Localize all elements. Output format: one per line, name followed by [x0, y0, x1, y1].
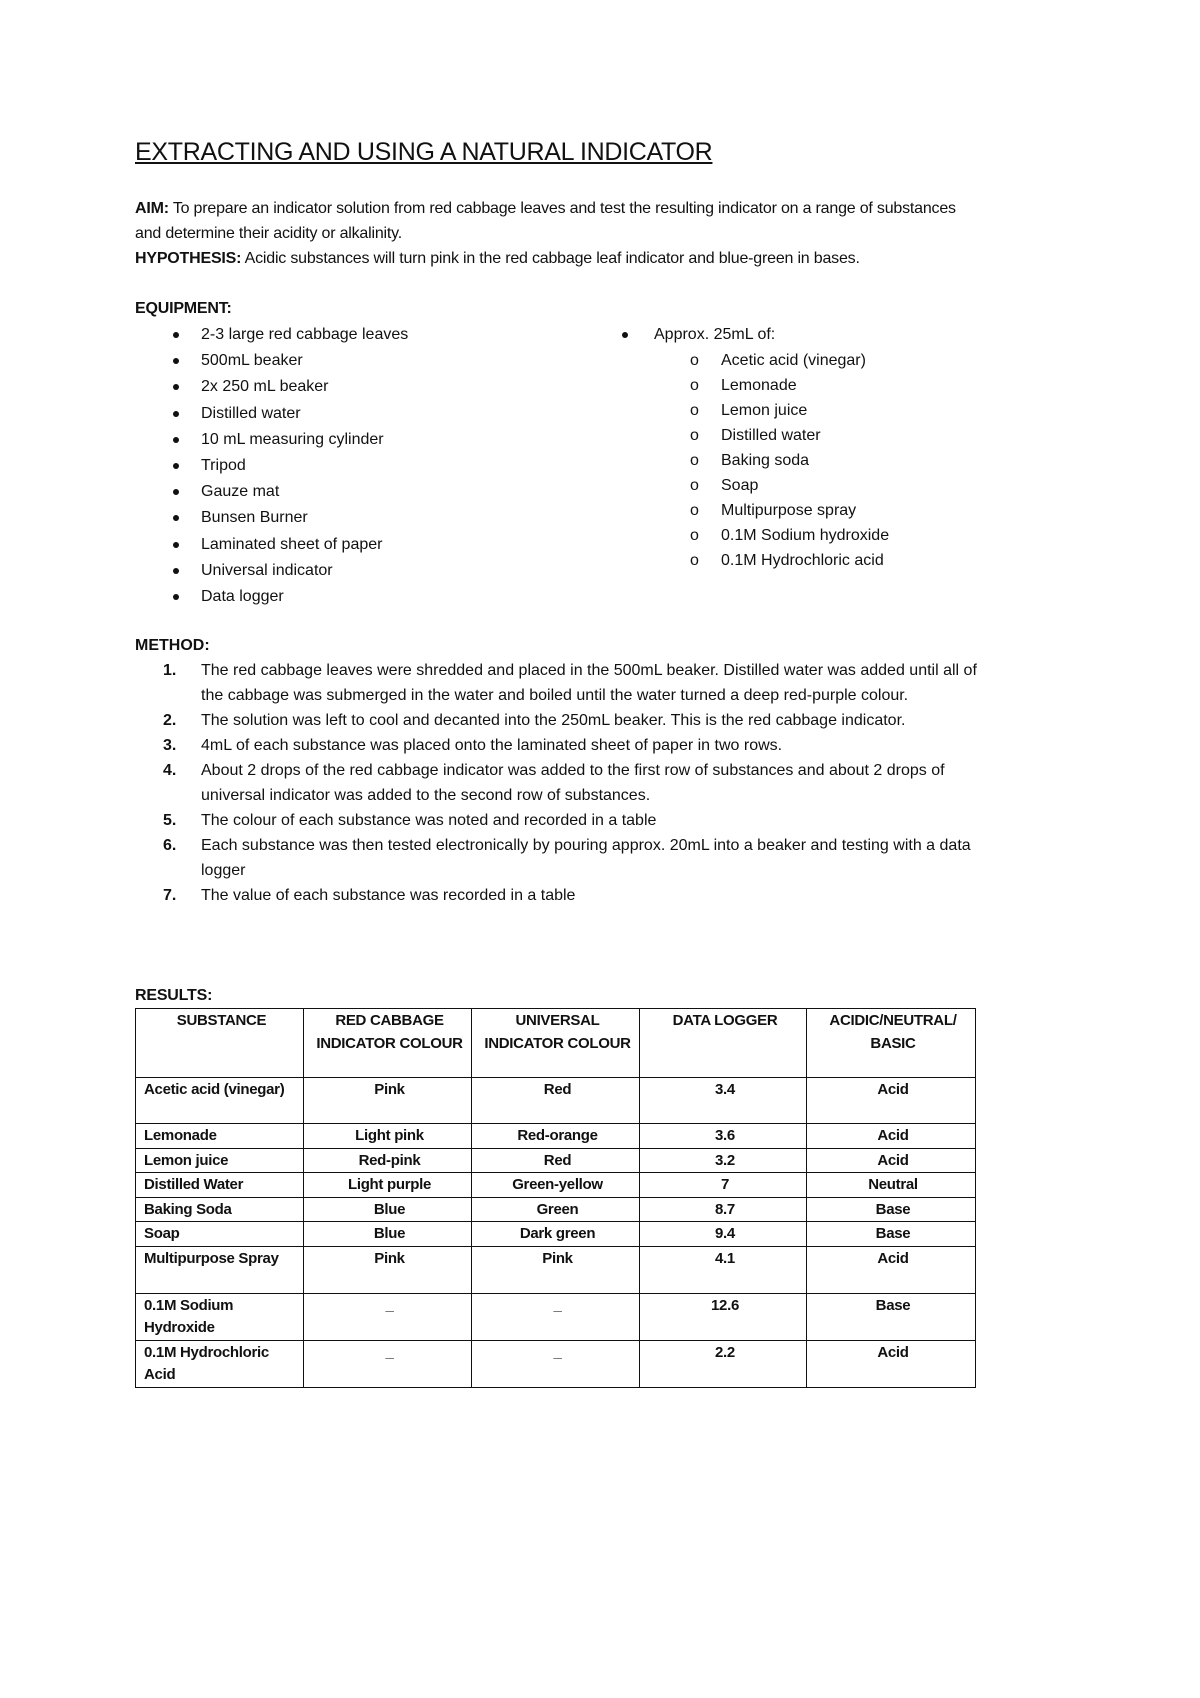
- step-text: 4mL of each substance was placed onto the laminated sheet of paper in two rows.: [201, 737, 783, 754]
- column-header: SUBSTANCE: [136, 1009, 304, 1078]
- list-item-text: 2-3 large red cabbage leaves: [201, 326, 409, 343]
- sub-bullet-icon: o: [690, 427, 699, 444]
- step-number: 6.: [163, 837, 177, 854]
- hypothesis-paragraph: [135, 246, 985, 271]
- table-cell: Acid: [807, 1148, 976, 1173]
- table-cell: Red-orange: [472, 1124, 640, 1149]
- table-cell: 8.7: [640, 1197, 807, 1222]
- bullet-icon: [173, 332, 179, 338]
- step-text: The solution was left to cool and decanted into the 250mL beaker. This is the red cabbage indicator.: [201, 712, 906, 729]
- sub-bullet-icon: o: [690, 377, 699, 394]
- list-item: [619, 498, 889, 523]
- column-header: ACIDIC/NEUTRAL/ BASIC: [807, 1009, 976, 1078]
- table-cell: Light pink: [304, 1124, 472, 1149]
- table-cell: _: [472, 1340, 640, 1387]
- list-item: [170, 322, 408, 348]
- equipment-list-left: [170, 322, 408, 610]
- table-row: [136, 1148, 976, 1173]
- table-row: [136, 1222, 976, 1247]
- table-cell: Blue: [304, 1197, 472, 1222]
- table-cell: Pink: [304, 1246, 472, 1293]
- sub-bullet-icon: o: [690, 527, 699, 544]
- column-header: DATA LOGGER: [640, 1009, 807, 1078]
- table-cell: Red-pink: [304, 1148, 472, 1173]
- bullet-icon: [173, 384, 179, 390]
- table-cell: Baking Soda: [136, 1197, 304, 1222]
- aim-text: To prepare an indicator solution from red cabbage leaves and test the resulting indicator on a range of substances and determine their acidity or alkalinity.: [135, 200, 956, 242]
- list-item: [170, 558, 408, 584]
- results-heading: RESULTS:: [135, 987, 213, 1004]
- table-cell: Acid: [807, 1078, 976, 1124]
- table-cell: 2.2: [640, 1340, 807, 1387]
- list-item-text: Multipurpose spray: [721, 502, 857, 519]
- list-item: [619, 423, 889, 448]
- results-table: [135, 1008, 976, 1388]
- equipment-list-right: [619, 322, 889, 573]
- table-cell: Pink: [472, 1246, 640, 1293]
- table-cell: Pink: [304, 1078, 472, 1124]
- table-row: [136, 1078, 976, 1124]
- table-cell: Green-yellow: [472, 1173, 640, 1198]
- list-item: [170, 584, 408, 610]
- sub-bullet-icon: o: [690, 452, 699, 469]
- table-cell: _: [304, 1293, 472, 1340]
- table-cell: Neutral: [807, 1173, 976, 1198]
- table-row: [136, 1197, 976, 1222]
- sub-bullet-icon: o: [690, 552, 699, 569]
- table-cell: 3.4: [640, 1078, 807, 1124]
- method-step: [135, 808, 981, 833]
- table-cell: Base: [807, 1222, 976, 1247]
- table-row: [136, 1293, 976, 1340]
- step-number: 3.: [163, 737, 177, 754]
- list-item-text: 0.1M Hydrochloric acid: [721, 552, 884, 569]
- list-item: [170, 348, 408, 374]
- step-text: Each substance was then tested electronically by pouring approx. 20mL into a beaker and testing with a data logger: [201, 837, 971, 879]
- method-step: [135, 733, 981, 758]
- table-cell: Light purple: [304, 1173, 472, 1198]
- list-item: [170, 505, 408, 531]
- aim-paragraph: [135, 196, 985, 246]
- table-cell: 3.2: [640, 1148, 807, 1173]
- step-text: The colour of each substance was noted and recorded in a table: [201, 812, 657, 829]
- list-item-text: Distilled water: [721, 427, 821, 444]
- list-item-text: Universal indicator: [201, 561, 333, 579]
- list-item: [170, 427, 408, 453]
- table-row: [136, 1340, 976, 1387]
- method-heading: METHOD:: [135, 637, 210, 654]
- table-cell: 7: [640, 1173, 807, 1198]
- table-cell: 3.6: [640, 1124, 807, 1149]
- table-cell: 0.1M Hydrochloric Acid: [136, 1340, 304, 1387]
- method-step: [135, 758, 981, 808]
- table-cell: Base: [807, 1197, 976, 1222]
- table-cell: 4.1: [640, 1246, 807, 1293]
- table-cell: Blue: [304, 1222, 472, 1247]
- bullet-icon: [173, 358, 179, 364]
- step-number: 5.: [163, 812, 177, 829]
- list-item: [170, 532, 408, 558]
- bullet-icon: [173, 515, 179, 521]
- table-cell: Lemonade: [136, 1124, 304, 1149]
- list-item: [619, 548, 889, 573]
- bullet-icon: [173, 542, 179, 548]
- step-number: 4.: [163, 762, 177, 779]
- table-cell: 9.4: [640, 1222, 807, 1247]
- bullet-icon: [173, 594, 179, 600]
- list-item-text: Lemonade: [721, 377, 797, 394]
- list-item-text: Laminated sheet of paper: [201, 535, 383, 553]
- list-item-text: Acetic acid (vinegar): [721, 352, 866, 369]
- table-cell: Distilled Water: [136, 1173, 304, 1198]
- sub-bullet-icon: o: [690, 502, 699, 519]
- method-step: [135, 883, 981, 908]
- sub-bullet-icon: o: [690, 477, 699, 494]
- table-row: [136, 1173, 976, 1198]
- list-item-text: 2x 250 mL beaker: [201, 378, 329, 396]
- table-cell: _: [304, 1340, 472, 1387]
- list-item-text: Approx. 25mL of:: [654, 326, 776, 343]
- list-item-text: Tripod: [201, 456, 246, 474]
- bullet-icon: [173, 437, 179, 443]
- list-item: [619, 523, 889, 548]
- list-item: [619, 373, 889, 398]
- table-cell: Lemon juice: [136, 1148, 304, 1173]
- step-number: 7.: [163, 887, 177, 904]
- table-cell: Green: [472, 1197, 640, 1222]
- hypothesis-label: HYPOTHESIS:: [135, 250, 242, 267]
- table-cell: Base: [807, 1293, 976, 1340]
- method-step: [135, 833, 981, 883]
- step-text: About 2 drops of the red cabbage indicator was added to the first row of substances and about 2 drops of universal indicator was added to the second row of substances.: [201, 762, 945, 804]
- method-step: [135, 658, 981, 708]
- list-item: [170, 479, 408, 505]
- list-item-text: Gauze mat: [201, 483, 280, 501]
- table-cell: Acid: [807, 1340, 976, 1387]
- list-item: [619, 322, 889, 348]
- list-item: [619, 448, 889, 473]
- bullet-icon: [622, 332, 628, 338]
- table-row: [136, 1246, 976, 1293]
- list-item: [170, 401, 408, 427]
- list-item-text: 10 mL measuring cylinder: [201, 430, 384, 448]
- hypothesis-text: Acidic substances will turn pink in the red cabbage leaf indicator and blue-green in bases.: [241, 250, 860, 267]
- list-item-text: 500mL beaker: [201, 352, 303, 370]
- method-step: [135, 708, 981, 733]
- bullet-icon: [173, 489, 179, 495]
- table-cell: Soap: [136, 1222, 304, 1247]
- list-item-text: Baking soda: [721, 452, 810, 469]
- bullet-icon: [173, 568, 179, 574]
- table-cell: Dark green: [472, 1222, 640, 1247]
- list-item-text: Bunsen Burner: [201, 509, 308, 527]
- step-text: The value of each substance was recorded in a table: [201, 887, 576, 904]
- equipment-heading: EQUIPMENT:: [135, 300, 232, 317]
- list-item-text: Lemon juice: [721, 402, 808, 419]
- table-cell: Acid: [807, 1124, 976, 1149]
- table-row: [136, 1124, 976, 1149]
- column-header: RED CABBAGE INDICATOR COLOUR: [304, 1009, 472, 1078]
- table-cell: Red: [472, 1078, 640, 1124]
- document-title: EXTRACTING AND USING A NATURAL INDICATOR: [135, 138, 713, 166]
- list-item-text: Soap: [721, 477, 759, 494]
- table-cell: _: [472, 1293, 640, 1340]
- sub-bullet-icon: o: [690, 402, 699, 419]
- table-cell: 12.6: [640, 1293, 807, 1340]
- list-item: [170, 453, 408, 479]
- step-number: 1.: [163, 662, 177, 679]
- list-item-text: 0.1M Sodium hydroxide: [721, 527, 890, 544]
- table-cell: Multipurpose Spray: [136, 1246, 304, 1293]
- list-item: [619, 473, 889, 498]
- step-text: The red cabbage leaves were shredded and placed in the 500mL beaker. Distilled water was added until all of the cabbage was submerged in the water and boiled until the water turned a deep red-purple colour.: [201, 662, 977, 704]
- table-cell: Acid: [807, 1246, 976, 1293]
- table-cell: 0.1M Sodium Hydroxide: [136, 1293, 304, 1340]
- sub-bullet-icon: o: [690, 352, 699, 369]
- list-item-text: Data logger: [201, 587, 284, 605]
- table-cell: Red: [472, 1148, 640, 1173]
- method-section: [135, 633, 985, 908]
- list-item: [619, 348, 889, 373]
- list-item: [619, 398, 889, 423]
- step-number: 2.: [163, 712, 177, 729]
- aim-label: AIM:: [135, 200, 169, 217]
- list-item-text: Distilled water: [201, 404, 301, 422]
- bullet-icon: [173, 463, 179, 469]
- list-item: [170, 374, 408, 400]
- bullet-icon: [173, 411, 179, 417]
- table-cell: Acetic acid (vinegar): [136, 1078, 304, 1124]
- column-header: UNIVERSAL INDICATOR COLOUR: [472, 1009, 640, 1078]
